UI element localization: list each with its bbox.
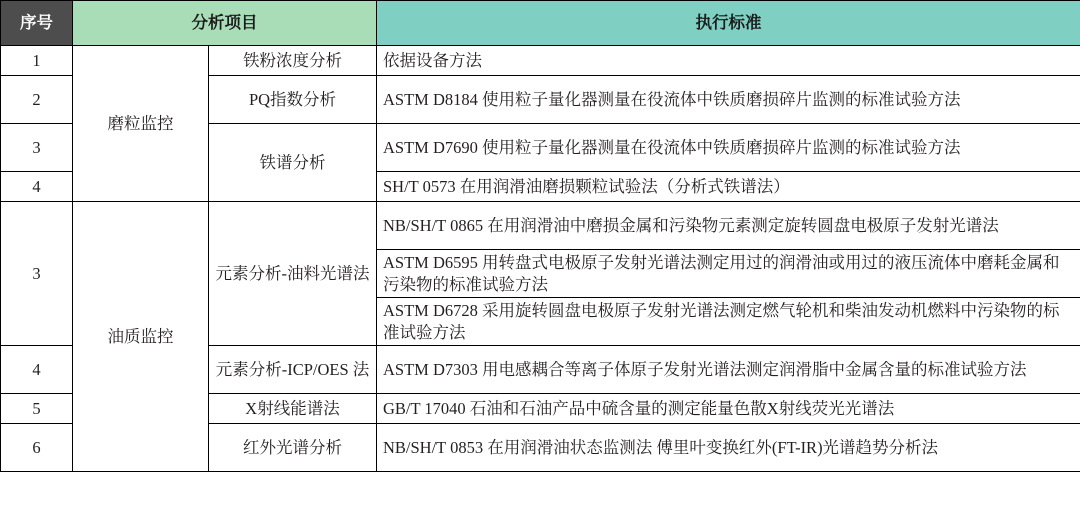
row-no: 6 bbox=[1, 424, 73, 472]
row-standard: NB/SH/T 0865 在用润滑油中磨损金属和污染物元素测定旋转圆盘电极原子发射光谱法 bbox=[377, 202, 1080, 250]
column-header-no: 序号 bbox=[1, 1, 73, 46]
table-header bbox=[1, 1, 1080, 46]
row-standard: ASTM D7303 用电感耦合等离子体原子发射光谱法测定润滑脂中金属含量的标准试验方法 bbox=[377, 346, 1080, 394]
row-standard: SH/T 0573 在用润滑油磨损颗粒试验法（分析式铁谱法） bbox=[377, 172, 1080, 202]
row-standard: ASTM D6728 采用旋转圆盘电极原子发射光谱法测定燃气轮机和柴油发动机燃料中污染物的标准试验方法 bbox=[377, 298, 1080, 346]
table-header-row bbox=[1, 1, 1080, 46]
row-standard: ASTM D6595 用转盘式电极原子发射光谱法测定用过的润滑油或用过的液压流体中磨耗金属和污染物的标准试验方法 bbox=[377, 250, 1080, 298]
column-header-standard: 执行标准 bbox=[377, 1, 1080, 46]
row-standard: GB/T 17040 石油和石油产品中硫含量的测定能量色散X射线荧光光谱法 bbox=[377, 394, 1080, 424]
table-row bbox=[1, 46, 1080, 76]
row-item: X射线能谱法 bbox=[209, 394, 377, 424]
group-label-oil-quality: 油质监控 bbox=[73, 202, 209, 472]
column-header-item: 分析项目 bbox=[73, 1, 377, 46]
row-item: 元素分析-油料光谱法 bbox=[209, 202, 377, 346]
row-item: PQ指数分析 bbox=[209, 76, 377, 124]
table-row bbox=[1, 202, 1080, 250]
row-no: 4 bbox=[1, 346, 73, 394]
row-item: 红外光谱分析 bbox=[209, 424, 377, 472]
row-no: 3 bbox=[1, 202, 73, 346]
row-no: 3 bbox=[1, 124, 73, 172]
row-item: 元素分析-ICP/OES 法 bbox=[209, 346, 377, 394]
row-item: 铁粉浓度分析 bbox=[209, 46, 377, 76]
row-no: 4 bbox=[1, 172, 73, 202]
row-no: 5 bbox=[1, 394, 73, 424]
row-standard: NB/SH/T 0853 在用润滑油状态监测法 傅里叶变换红外(FT-IR)光谱趋势分析法 bbox=[377, 424, 1080, 472]
group-label-abrasive: 磨粒监控 bbox=[73, 46, 209, 202]
row-standard: 依据设备方法 bbox=[377, 46, 1080, 76]
row-standard: ASTM D7690 使用粒子量化器测量在役流体中铁质磨损碎片监测的标准试验方法 bbox=[377, 124, 1080, 172]
row-no: 1 bbox=[1, 46, 73, 76]
row-standard: ASTM D8184 使用粒子量化器测量在役流体中铁质磨损碎片监测的标准试验方法 bbox=[377, 76, 1080, 124]
row-no: 2 bbox=[1, 76, 73, 124]
table-body bbox=[1, 46, 1080, 472]
row-item: 铁谱分析 bbox=[209, 124, 377, 202]
